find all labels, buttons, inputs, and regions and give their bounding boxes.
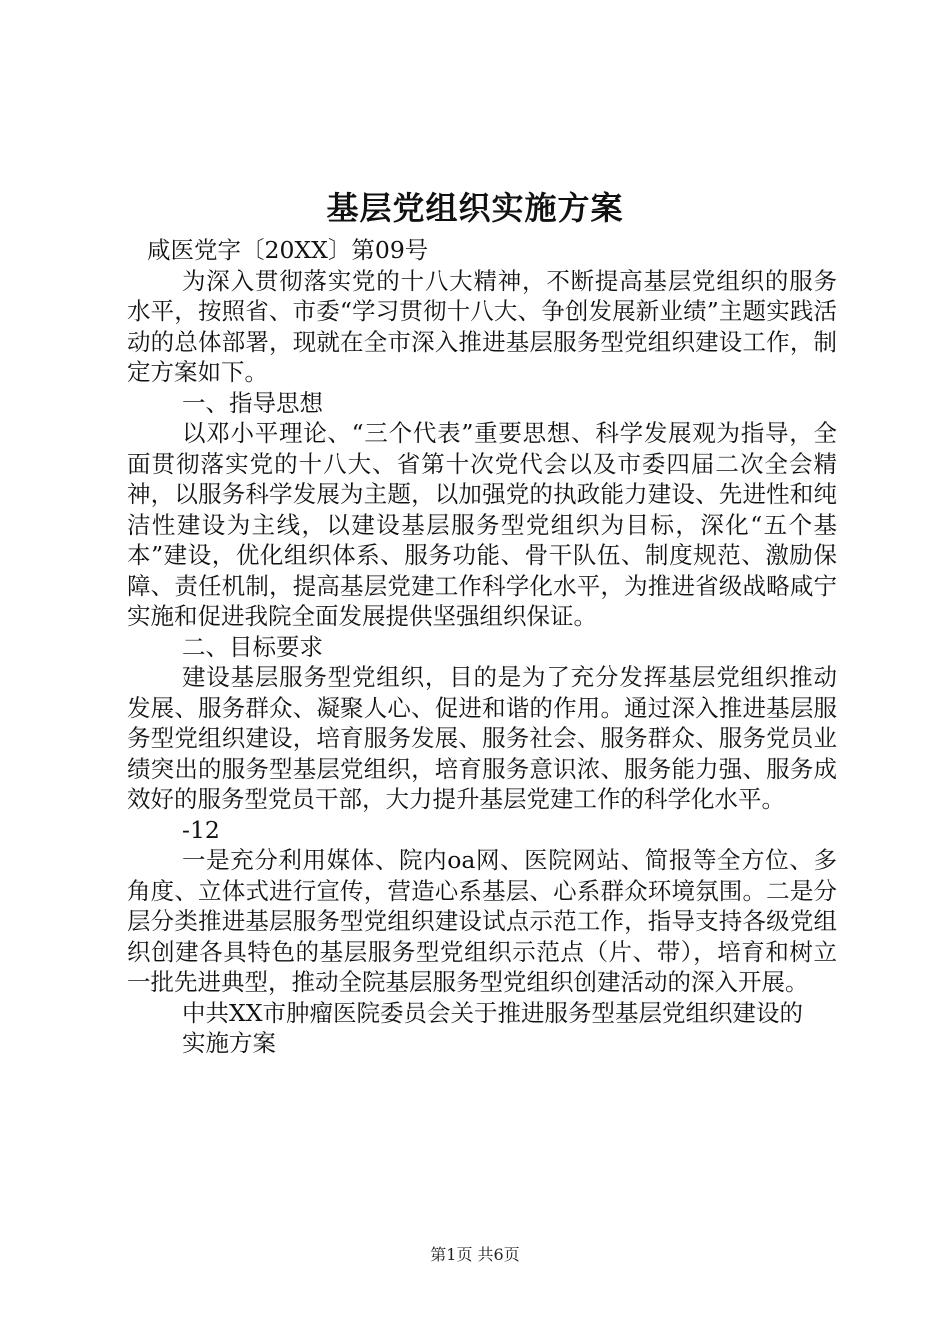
paragraph-measures: 一是充分利用媒体、院内oa网、医院网站、简报等全方位、多角度、立体式进行宣传，营造心系基层、心系群众环境氛围。二是分层分类推进基层服务型党组织建设试点示范工作，指导支持各级党组织创建各具特色的基层服务型党组织示范点（片、带），培育和树立一批先进典型，推动全院基层服务型党组织创建活动的深入开展。 [127, 846, 837, 996]
document-number: 咸医党字〔20XX〕第09号 [147, 236, 429, 264]
section-heading-guiding-thought: 一、指导思想 [182, 388, 323, 417]
paragraph-committee-heading: 中共XX市肿瘤医院委员会关于推进服务型基层党组织建设的 [182, 998, 803, 1027]
page-footer: 第1页 共6页 [430, 1245, 520, 1264]
document-title: 基层党组织实施方案 [326, 189, 624, 227]
paragraph-plan-label: 实施方案 [182, 1029, 276, 1057]
paragraph-guiding-thought: 以邓小平理论、“三个代表”重要思想、科学发展观为指导，全面贯彻落实党的十八大、省第十次党代会以及市委四届二次全会精神，以服务科学发展为主题，以加强党的执政能力建设、先进性和纯洁性建设为主线，以建设基层服务型党组织为目标，深化“五个基本”建设，优化组织体系、服务功能、骨干队伍、制度规范、激励保障、责任机制，提高基层党建工作科学化水平，为推进省级战略咸宁实施和促进我院全面发展提供坚强组织保证。 [127, 419, 837, 630]
paragraph-goals: 建设基层服务型党组织，目的是为了充分发挥基层党组织推动发展、服务群众、凝聚人心、促进和谐的作用。通过深入推进基层服务型党组织建设，培育服务发展、服务社会、服务群众、服务党员业绩突出的服务型基层党组织，培育服务意识浓、服务能力强、服务成效好的服务型党员干部，大力提升基层党建工作的科学化水平。 [127, 663, 837, 813]
page-marker: -12 [182, 815, 220, 844]
document-body [127, 235, 837, 1059]
section-heading-goals: 二、目标要求 [182, 632, 323, 661]
paragraph-intro: 为深入贯彻落实党的十八大精神，不断提高基层党组织的服务水平，按照省、市委“学习贯彻十八大、争创发展新业绩”主题实践活动的总体部署，现就在全市深入推进基层服务型党组织建设工作，制定方案如下。 [127, 266, 837, 386]
